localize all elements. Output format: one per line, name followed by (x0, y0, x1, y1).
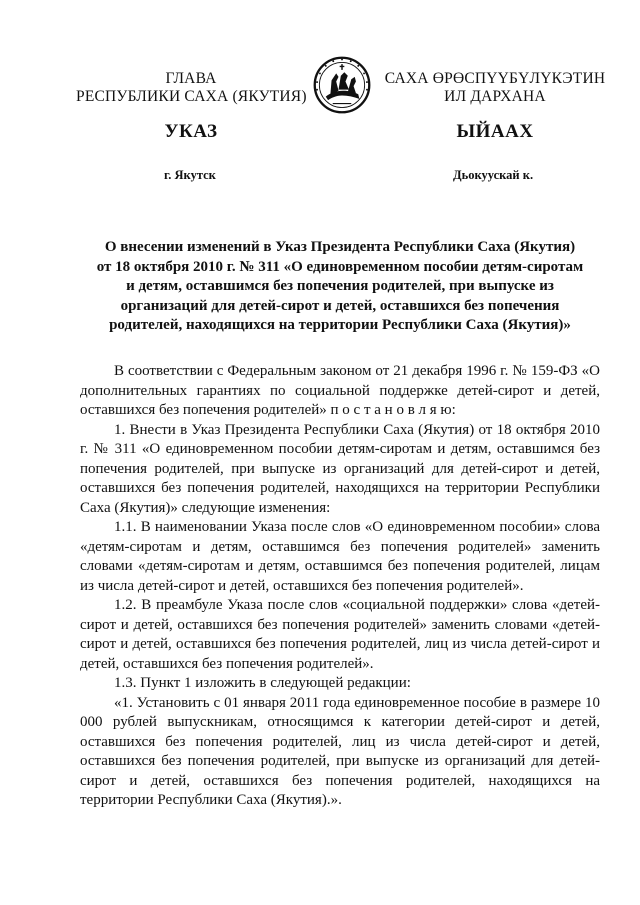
title-line: и детям, оставшимся без попечения родителей, при выпуске из (126, 278, 554, 294)
header-right-block (380, 70, 610, 106)
title-line: О внесении изменений в Указ Президента Республики Саха (Якутия) (104, 239, 576, 255)
title-line: организаций для детей-сирот и детей, оставшихся без попечения (120, 297, 560, 314)
paragraph-preamble: В соответствии с Федеральным законом от 21 декабря 1996 г. № 159-ФЗ «О дополнительных гарантиях по социальной поддержке детей-сирот и детей, оставшихся без попечения родителей» п о с т а н о в л я ю: (80, 363, 600, 418)
doc-type-right: ЫЙААХ (456, 121, 534, 142)
sakha-coat-of-arms-icon (313, 56, 371, 114)
paragraph-item-1-1: 1.1. В наименовании Указа после слов «О единовременном пособии» слова «детям-сиротам и детям, оставшимся без попечения родителей» заменить словами «детям-сиротам и детям, оставшимся без попечения родителей, лицам из числа детей-сирот и детей, оставшихся без попечения родителей». (80, 519, 600, 594)
header-left-line1: ГЛАВА (165, 70, 217, 87)
doc-type-left: УКАЗ (164, 121, 218, 142)
document-body (80, 362, 600, 811)
paragraph-item-1: 1. Внести в Указ Президента Республики Саха (Якутия) от 18 октября 2010 г. № 311 «О единовременном пособии детям-сиротам и детям, оставшимся без попечения родителей, при выпуске из организаций для детей-сирот и детей, оставшихся без попечения родителей, находящихся на территории Республики Саха (Якутия)» следующие изменения: (80, 421, 600, 516)
paragraph-item-1-3: 1.3. Пункт 1 изложить в следующей редакции: (114, 675, 411, 691)
header-left-line2: РЕСПУБЛИКИ САХА (ЯКУТИЯ) (76, 88, 307, 105)
paragraph-item-1-2: 1.2. В преамбуле Указа после слов «социальной поддержки» слова «детей-сирот и детей, оставшихся без попечения родителей» заменить словами «детей-сирот и детей, оставшихся без попечения родителей, лиц из числа детей-сирот и детей, оставшихся без попечения родителей». (80, 597, 600, 672)
title-line: от 18 октября 2010 г. № 311 «О единовременном пособии детям-сиротам (96, 258, 584, 275)
header-left-block (76, 70, 306, 106)
header-right-line1: САХА ӨРӨСПҮҮБҮЛҮКЭТИН (384, 70, 606, 87)
place-right: Дьокуускай к. (453, 168, 534, 182)
title-line: родителей, находящихся на территории Республики Саха (Якутия)» (109, 317, 571, 333)
document-title (80, 238, 600, 336)
paragraph-quoted-item-1: «1. Установить с 01 января 2011 года единовременное пособие в размере 10 000 рублей выпускникам, относящимся к категории детей-сирот и детей, оставшихся без попечения родителей, лиц из числа детей-сирот и детей, оставшихся без попечения родителей, при выпуске из организаций для детей-сирот и детей, оставшихся без попечения родителей, находящихся на территории Республики Саха (Якутия).». (80, 694, 600, 808)
header-right-line2: ИЛ ДАРХАНА (444, 88, 546, 105)
place-left: г. Якутск (164, 168, 216, 182)
